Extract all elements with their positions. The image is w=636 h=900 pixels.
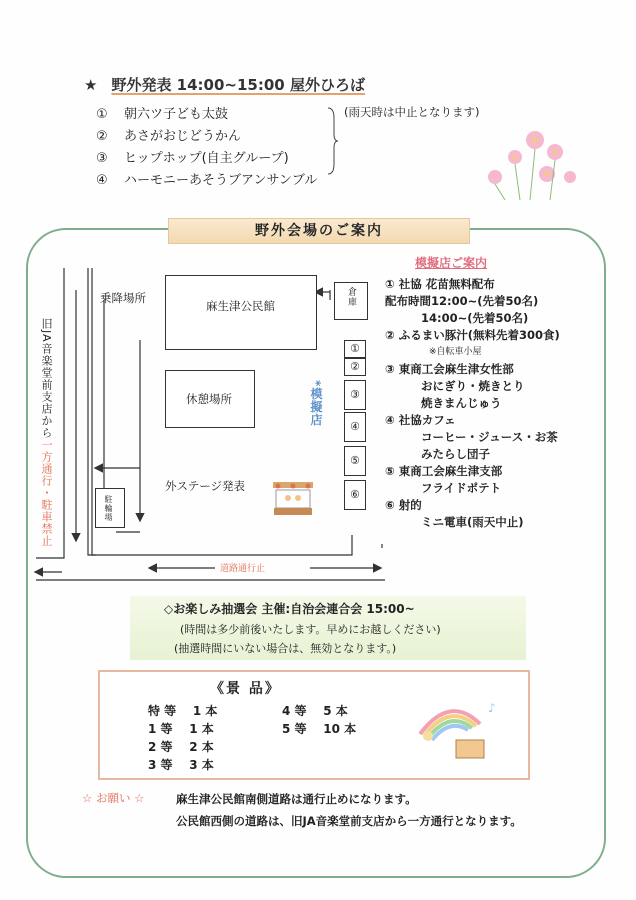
lottery-note-time: (時間は多少前後いたします。早めにお越しください) — [180, 623, 441, 636]
shop-row: ① 社協 花苗無料配布 — [385, 277, 495, 291]
dropoff-label: 乗降場所 — [100, 291, 146, 305]
outdoor-show-title: ★ 野外発表 14:00~15:00 屋外ひろば — [84, 76, 365, 94]
shop-row: ⑥ 射的 — [385, 498, 422, 512]
stall-5: ⑤ — [344, 446, 366, 476]
notice-label: ☆ お願い ☆ — [82, 791, 145, 805]
shop-row: ② ふるまい豚汁(無料先着300食) — [385, 328, 560, 342]
shop-row: ③ 東商工会麻生津女性部 — [385, 362, 514, 376]
shop-row: 焼きまんじゅう — [421, 396, 502, 410]
shop-row: フライドポテト — [421, 481, 502, 495]
shop-row: おにぎり・焼きとり — [421, 379, 525, 393]
bike-parking-box: 駐輪場 — [95, 488, 125, 528]
stall-2: ② — [344, 358, 366, 376]
list-item: ② あさがおじどうかん — [96, 129, 242, 144]
svg-text:♪: ♪ — [488, 701, 496, 715]
venue-title: 野外会場のご案内 — [168, 218, 470, 244]
prize-item: 3 等 3 本 — [148, 758, 214, 772]
list-item: ① 朝六ツ子ども太鼓 — [96, 107, 229, 122]
performance-list — [96, 104, 317, 192]
road-closed-label: 道路通行止 — [220, 564, 266, 574]
community-hall-box: 麻生津公民館 — [165, 275, 317, 350]
rainbow-box-illustration — [410, 694, 500, 764]
star-icon: ★ — [84, 76, 98, 94]
prize-item: 4 等 5 本 — [282, 704, 348, 718]
prize-item: 1 等 1 本 — [148, 722, 214, 736]
prize-item: 5 等 10 本 — [282, 722, 357, 736]
mock-shop-list — [385, 255, 560, 531]
prize-box — [98, 670, 530, 780]
shop-row: 配布時間12:00~(先着50名) — [385, 294, 539, 308]
lottery-note-absent: (抽選時間にいない場合は、無効となります。) — [174, 642, 397, 655]
brace-icon — [326, 106, 338, 176]
stage-illustration — [270, 478, 316, 518]
storage-box: 倉庫 — [334, 282, 368, 320]
mock-shop-heading: 模擬店ご案内 — [415, 256, 488, 270]
stall-4: ④ — [344, 412, 366, 442]
rain-note: (雨天時は中止となります) — [344, 105, 480, 119]
shop-row: ④ 社協カフェ — [385, 413, 456, 427]
stall-1: ① — [344, 340, 366, 358]
lottery-box — [130, 596, 526, 660]
list-item: ④ ハーモニーあそうブアンサンブル — [96, 173, 318, 188]
shop-row: コーヒー・ジュース・お茶 — [421, 430, 558, 444]
prize-item: 特 等 1 本 — [148, 704, 218, 718]
cosmos-flowers-illustration — [455, 122, 585, 202]
prize-item: 2 等 2 本 — [148, 740, 214, 754]
shop-row: ミニ電車(雨天中止) — [421, 515, 524, 529]
list-item: ③ ヒップホップ(自主グループ) — [96, 151, 289, 166]
shop-row: ⑤ 東商工会麻生津支部 — [385, 464, 503, 478]
left-road-note: 旧JA音楽堂前支店から一方通行・駐車禁止 — [40, 318, 53, 547]
stall-3: ③ — [344, 380, 366, 410]
rest-area-box: 休憩場所 — [165, 370, 255, 428]
stall-6: ⑥ — [344, 480, 366, 510]
lottery-title: ◇お楽しみ抽選会 主催:自治会連合会 15:00~ — [164, 602, 415, 616]
notice-text: 麻生津公民館南側道路は通行止めになります。 公民館西側の道路は、旧JA音楽堂前支店から一方通行となります。 — [176, 792, 522, 828]
stage-label: 外ステージ発表 — [165, 479, 246, 493]
shop-row: ※自転車小屋 — [429, 347, 482, 357]
prize-title: 《景 品》 — [210, 681, 281, 697]
shop-row: 14:00~(先着50名) — [421, 311, 529, 325]
mock-shop-label: *模擬店 — [309, 380, 323, 427]
shop-row: みたらし団子 — [421, 447, 490, 461]
